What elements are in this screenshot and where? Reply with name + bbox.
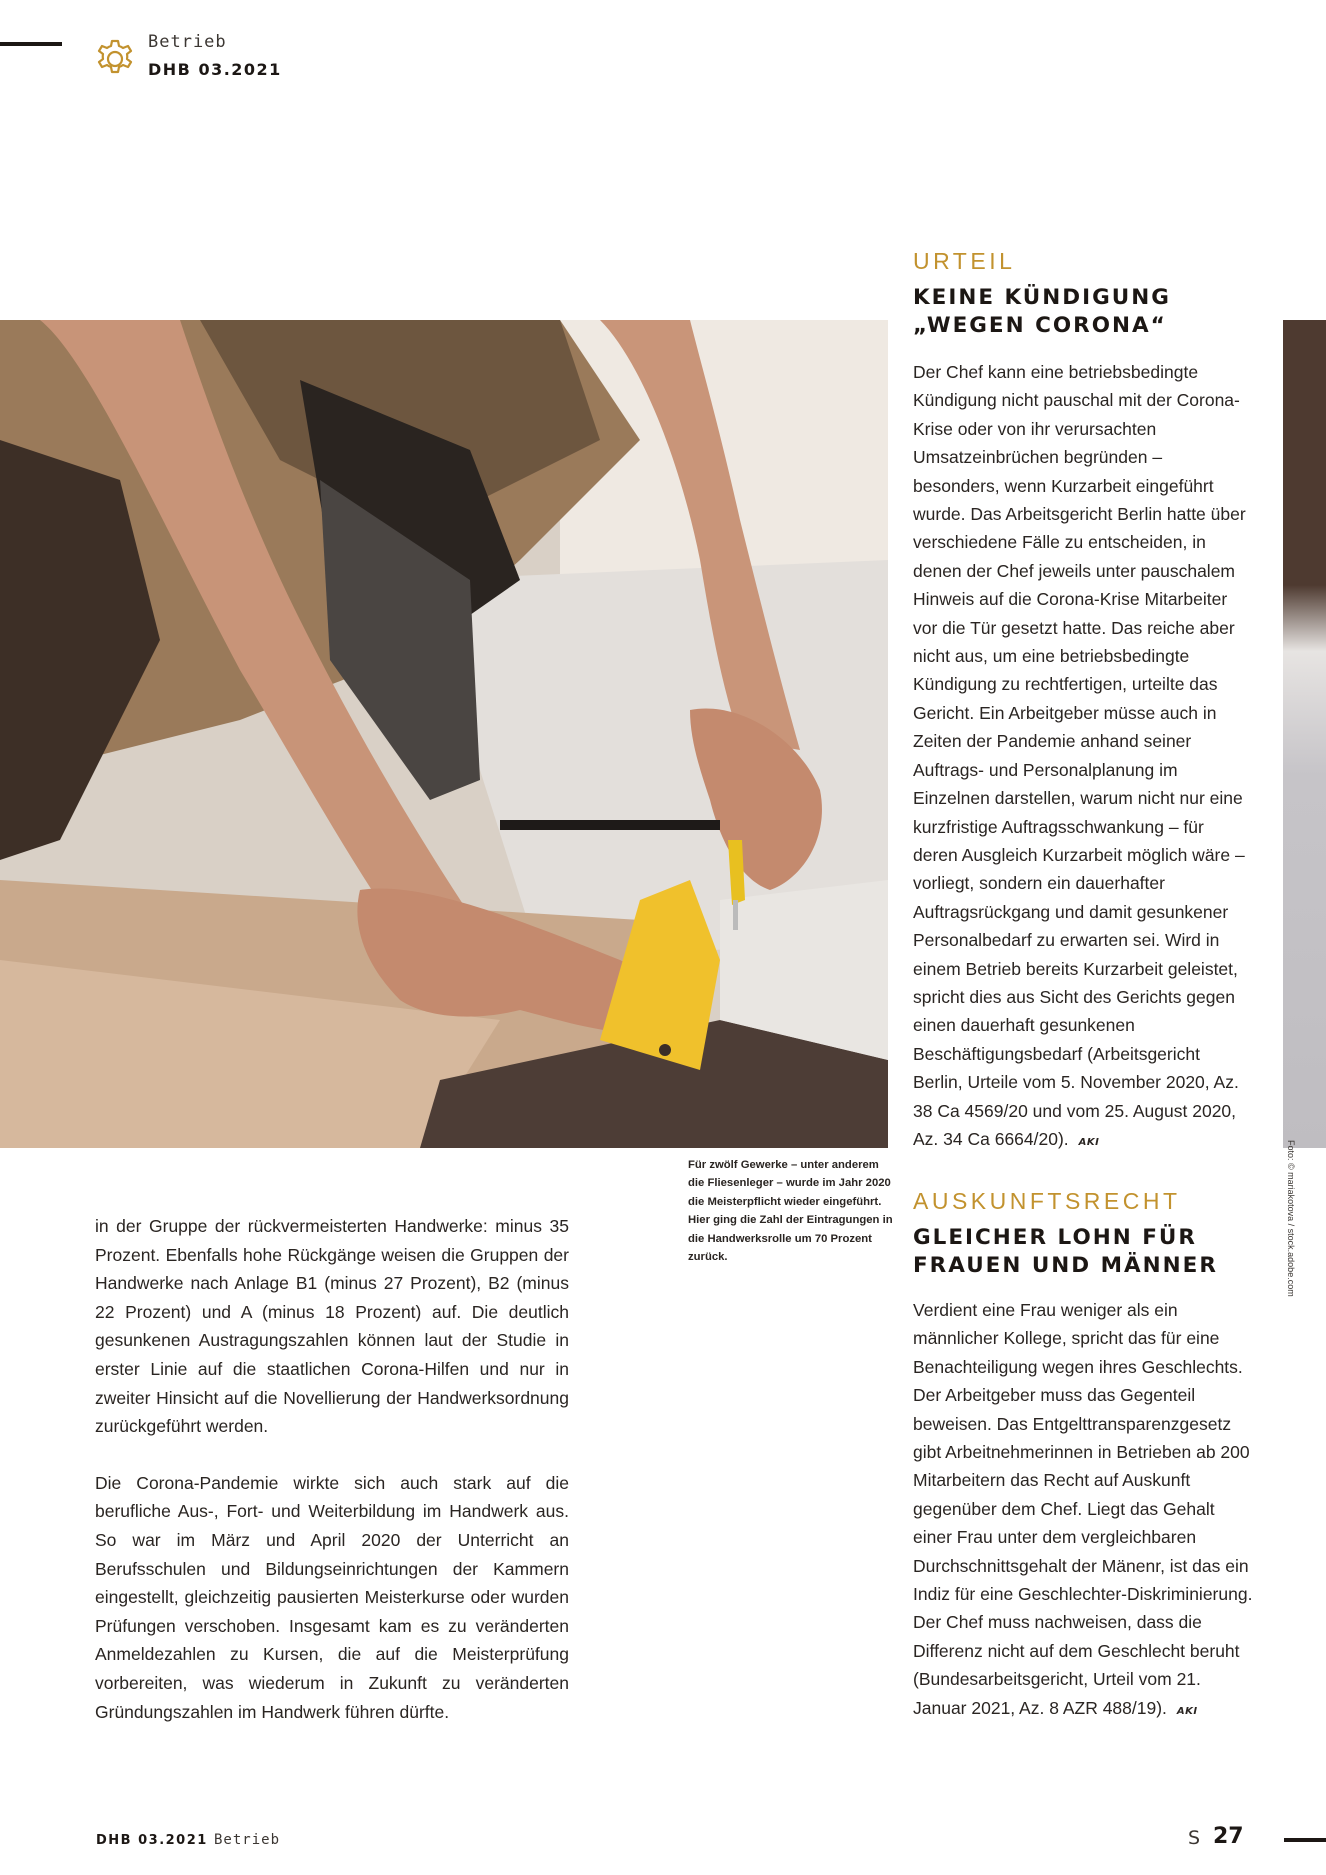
article-1-author: AKI: [1078, 1136, 1100, 1148]
footer-rule: [1284, 1838, 1326, 1842]
header-section-label: Betrieb: [148, 32, 227, 52]
header-issue-label: DHB 03.2021: [148, 60, 282, 79]
photo-credit: Foto: © mariakotova / stock.adobe.com: [1286, 1140, 1296, 1297]
article-2-headline-line2: FRAUEN UND MÄNNER: [913, 1253, 1218, 1278]
gear-icon: [94, 38, 136, 80]
article-2-author: AKI: [1176, 1705, 1198, 1717]
article-2-text: Verdient eine Frau weniger als ein männlicher Kollege, spricht das für eine Benachteiligung wegen ihres Geschlechts. Der Arbeitgeber muss das Gegenteil beweisen. Das Entgelttransparenzgesetz gibt Arbeitnehmerinnen in Betrieben ab 200 Mitarbeitern das Recht auf Auskunft gegenüber dem Chef. Liegt das Gehalt einer Frau unter dem vergleichbaren Durchschnittsgehalt der Mänenr, ist das ein Indiz für eine Geschlechter-Diskriminierung. Der Chef muss nachweisen, dass die Differenz nicht auf dem Geschlecht beruht (Bundesarbeitsgericht, Urteil vom 21. Januar 2021, Az. 8 AZR 488/19).: [913, 1300, 1253, 1718]
side-photo-strip: [1283, 320, 1326, 1148]
article-2-body: [913, 1296, 1253, 1726]
article-2-headline-line1: GLEICHER LOHN FÜR: [913, 1225, 1197, 1250]
footer-issue-label: DHB 03.2021: [96, 1833, 208, 1848]
left-paragraph: Die Corona-Pandemie wirkte sich auch stark auf die berufliche Aus-, Fort- und Weiterbildung im Handwerk aus. So war im März und April 2020 der Unterricht an Berufsschulen und Bildungseinrichtungen der Kammern eingestellt, gleichzeitig pausierten Meisterkurse oder wurden Prüfungen verschoben. Insgesamt kam es zu veränderten Anmeldezahlen zu Kursen, die auf die Meisterprüfung vorbereiten, was wiederum in Zukunft zu veränderten Gründungszahlen im Handwerk führen dürfte.: [95, 1472, 569, 1722]
main-photo: [0, 320, 888, 1148]
page-number: 27: [1213, 1824, 1244, 1849]
article-1-headline-line2: „WEGEN CORONA“: [913, 313, 1167, 338]
left-paragraph: in der Gruppe der rückvermeisterten Handwerke: minus 35 Prozent. Ebenfalls hohe Rückgänge weisen die Gruppen der Handwerke nach Anlage B1 (minus 27 Prozent), B2 (minus 22 Prozent) und A (minus 18 Prozent) auf. Die deutlich gesunkenen Austragungszahlen können laut der Studie in erster Linie auf die staatlichen Corona-Hilfen und nur in zweiter Hinsicht auf die Novellierung der Handwerksordnung zurückgeführt werden.: [95, 1216, 569, 1437]
article-1-headline-line1: KEINE KÜNDIGUNG: [913, 285, 1171, 310]
header-rule: [0, 42, 62, 46]
left-column-text: [95, 1212, 569, 1726]
photo-caption: Für zwölf Gewerke – unter anderem die Fliesenleger – wurde im Jahr 2020 die Meisterpflicht wieder eingeführt. Hier ging die Zahl der Eintragungen in die Handwerksrolle um 70 Prozent zurück.: [688, 1159, 893, 1264]
article-1-text: Der Chef kann eine betriebsbedingte Kündigung nicht pauschal mit der Corona-Krise oder von ihr verursachten Umsatzeinbrüchen begründen – besonders, wenn Kurzarbeit eingeführt wurde. Das Arbeitsgericht Berlin hatte über verschiedene Fälle zu entscheiden, in denen der Chef jeweils unter pauschalem Hinweis auf die Corona-Krise Mitarbeiter vor die Tür gesetzt hatte. Das reiche aber nicht aus, um eine betriebsbedingte Kündigung zu rechtfertigen, urteilte das Gericht. Ein Arbeitgeber müsse auch in Zeiten der Pandemie anhand seiner Auftrags- und Personalplanung im Einzelnen darstellen, warum nicht nur eine kurzfristige Auftragsschwankung – für deren Ausgleich Kurzarbeit möglich wäre – vorliegt, sondern ein dauerhafter Auftragsrückgang und damit gesunkener Personalbedarf zu erwarten sei. Wird in einem Betrieb bereits Kurzarbeit geleistet, spricht dies aus Sicht des Gerichts gegen einen dauerhaft gesunkenen Beschäftigungsbedarf (Arbeitsgericht Berlin, Urteile vom 5. November 2020, Az. 38 Ca 4569/20 und vom 25. August 2020, Az. 34 Ca 6664/20).: [913, 362, 1246, 1149]
article-1-kicker: URTEIL: [913, 248, 1016, 274]
article-1-body: [913, 358, 1253, 1157]
article-1-headline: [913, 284, 1171, 340]
footer-section-label: Betrieb: [214, 1832, 281, 1848]
article-2-kicker: AUSKUNFTSRECHT: [913, 1188, 1181, 1214]
page-prefix: S: [1188, 1827, 1201, 1849]
article-2-headline: [913, 1224, 1218, 1280]
